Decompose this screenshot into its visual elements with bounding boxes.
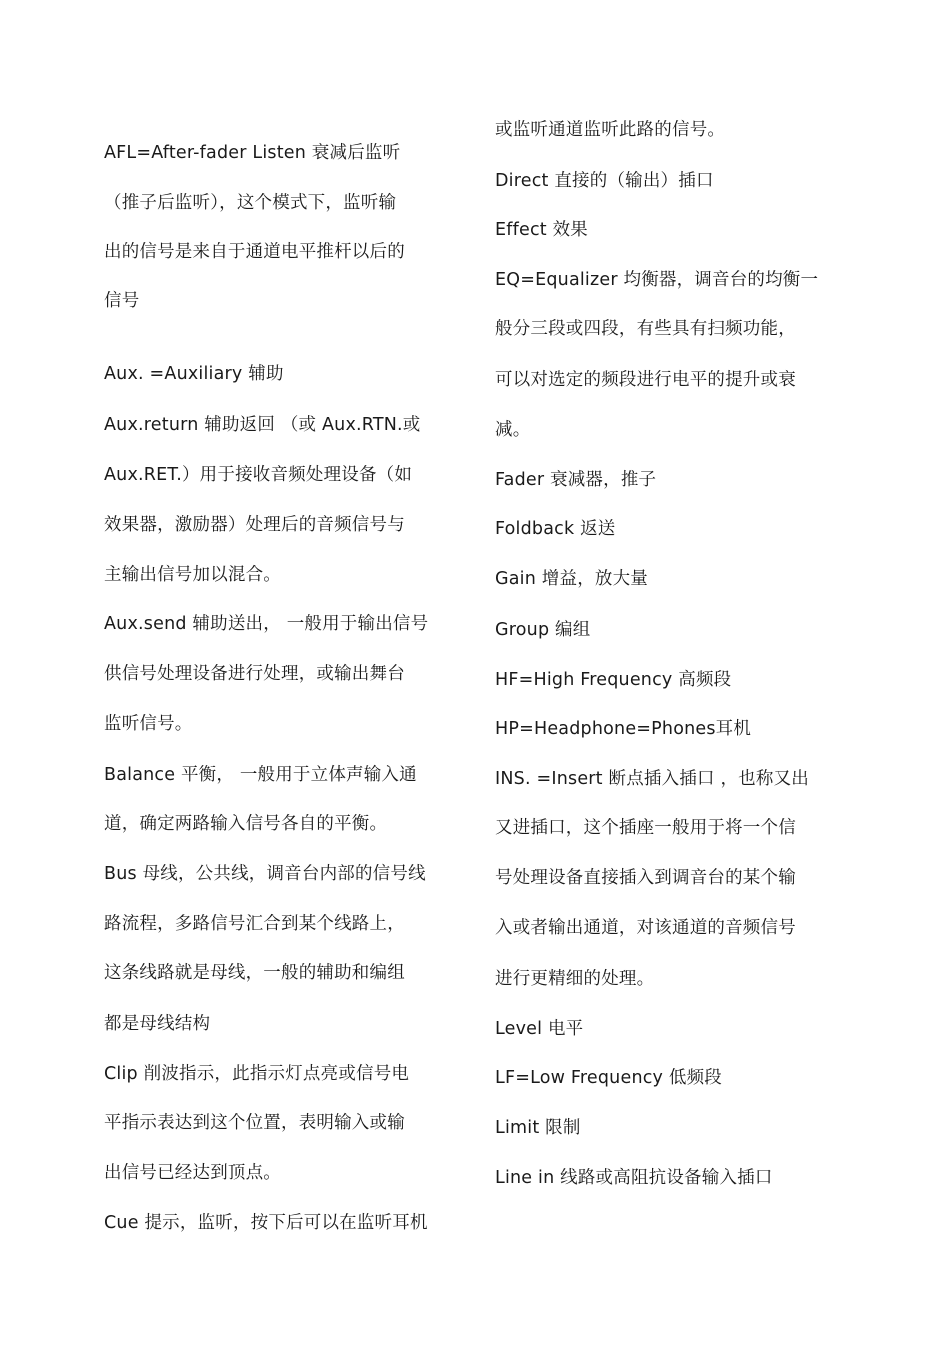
glossary-line: 般分三段或四段，有些具有扫频功能， <box>495 319 796 339</box>
glossary-line: 出的信号是来自于通道电平推杆以后的 <box>104 242 405 262</box>
glossary-line: Bus 母线，公共线，调音台内部的信号线 <box>104 864 426 884</box>
glossary-line: Direct 直接的（输出）插口 <box>495 171 714 191</box>
glossary-line: 减。 <box>495 420 531 440</box>
glossary-line: （推子后监听），这个模式下，监听输 <box>104 193 397 213</box>
glossary-line: 道，确定两路输入信号各自的平衡。 <box>104 814 388 834</box>
glossary-line: 监听信号。 <box>104 714 193 734</box>
glossary-line: AFL=After-fader Listen 衰减后监听 <box>104 143 401 163</box>
glossary-line: 进行更精细的处理。 <box>495 969 655 989</box>
glossary-line: Aux.send 辅助送出， 一般用于输出信号 <box>104 614 429 634</box>
glossary-line: Group 编组 <box>495 620 591 640</box>
glossary-line: INS. =Insert 断点插入插口 ，也称又出 <box>495 769 809 789</box>
glossary-line: HF=High Frequency 高频段 <box>495 670 732 690</box>
glossary-line: Clip 削波指示，此指示灯点亮或信号电 <box>104 1064 410 1084</box>
glossary-line: Level 电平 <box>495 1019 584 1039</box>
glossary-line: Aux.return 辅助返回 （或 Aux.RTN.或 <box>104 415 421 435</box>
glossary-line: EQ=Equalizer 均衡器，调音台的均衡一 <box>495 270 819 290</box>
glossary-line: 出信号已经达到顶点。 <box>104 1163 281 1183</box>
glossary-line: 入或者输出通道，对该通道的音频信号 <box>495 918 796 938</box>
glossary-line: 号处理设备直接插入到调音台的某个输 <box>495 868 796 888</box>
glossary-line: Gain 增益，放大量 <box>495 569 649 589</box>
glossary-line: Fader 衰减器，推子 <box>495 470 657 490</box>
glossary-line: 主输出信号加以混合。 <box>104 565 281 585</box>
glossary-line: 这条线路就是母线，一般的辅助和编组 <box>104 963 405 983</box>
glossary-line: 或监听通道监听此路的信号。 <box>495 120 726 140</box>
glossary-line: 可以对选定的频段进行电平的提升或衰 <box>495 370 796 390</box>
glossary-line: 路流程，多路信号汇合到某个线路上， <box>104 914 405 934</box>
glossary-line: 供信号处理设备进行处理，或输出舞台 <box>104 664 405 684</box>
glossary-line: LF=Low Frequency 低频段 <box>495 1068 722 1088</box>
glossary-line: Limit 限制 <box>495 1118 581 1138</box>
glossary-line: Line in 线路或高阻抗设备输入插口 <box>495 1168 773 1188</box>
glossary-line: Foldback 返送 <box>495 519 616 539</box>
glossary-line: Balance 平衡， 一般用于立体声输入通 <box>104 765 417 785</box>
glossary-line: Aux. =Auxiliary 辅助 <box>104 364 284 384</box>
glossary-line: HP=Headphone=Phones耳机 <box>495 719 752 739</box>
glossary-line: Cue 提示，监听，按下后可以在监听耳机 <box>104 1213 428 1233</box>
glossary-line: 信号 <box>104 291 140 311</box>
glossary-line: Aux.RET.）用于接收音频处理设备（如 <box>104 465 413 485</box>
glossary-line: 又进插口，这个插座一般用于将一个信 <box>495 818 796 838</box>
glossary-line: 效果器，激励器）处理后的音频信号与 <box>104 515 405 535</box>
glossary-line: Effect 效果 <box>495 220 588 240</box>
glossary-line: 平指示表达到这个位置，表明输入或输 <box>104 1113 405 1133</box>
glossary-line: 都是母线结构 <box>104 1014 211 1034</box>
